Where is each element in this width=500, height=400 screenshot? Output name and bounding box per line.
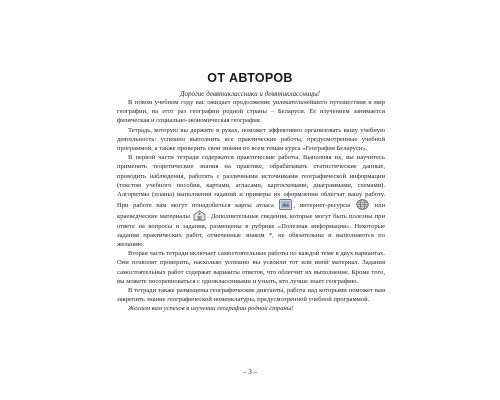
paragraph-3-text-d: . Дополнительные сведения, которые могут быть полезны при ответе на вопросы и задания, размещены в рубрике «Полезная информация». Некоторые задания практических работ, отмеченные знаком *, не обязательны и выполняются по желанию. bbox=[117, 213, 385, 249]
page-title: ОТ АВТОРОВ bbox=[207, 71, 293, 85]
paragraph-1: В новом учебном году вас ожидает продолжение увлекательнейшего путешествия в мир географии, на этот раз географии родной страны – Беларуси. Ее изучением занимается физическая и социально-экономическая география. bbox=[117, 99, 385, 125]
local-history-icon bbox=[193, 210, 206, 221]
paragraph-3-text-c: или краеведческие материалы bbox=[117, 202, 385, 221]
atlas-icon bbox=[279, 199, 292, 210]
body-text bbox=[117, 98, 385, 314]
closing-line: Желаем вам успехов в изучении географии родной страны! bbox=[128, 305, 294, 313]
paragraph-3-text-a: В первой части тетради содержатся практические работы. Выполняя их, вы научитесь применять теоретические знания на практике, обрабатывать статистические данные, проводить наблюдения, работать с различными источниками географической информации (текстом учебного пособия, картами, атласами, картосхемами, диаграммами, схемами). Алгоритмы (планы) выполнения заданий и примеры их оформления облегчат вашу работу. При работе вам могут понадобиться карты атласа bbox=[117, 154, 385, 210]
paragraph-2: Тетрадь, которую вы держите в руках, поможет эффективно организовать вашу учебную деятельность: успешно выполнить все практические работы, предусмотренные учебной программой, а также проверить свои знания по всем темам курса «География Беларуси». bbox=[117, 126, 385, 153]
page-number: – 3 – bbox=[243, 368, 257, 376]
paragraph-3 bbox=[117, 153, 385, 249]
paragraph-3-text-b: , интернет-ресурсы bbox=[293, 202, 351, 210]
paragraph-4: Вторая часть тетради включает самостоятельные работы по каждой теме в двух вариантах. Они позволят проверить, насколько успешно вы усвоили тот или иной материал. Задания самостоятельных работ содержат варианты ответов, что облегчит их выполнение. Кроме того, вы можете посоревноваться с одноклассниками и узнать, кто лучше знает географию. bbox=[117, 250, 385, 285]
greeting: Дорогие девятиклассники и девятиклассницы! bbox=[180, 90, 320, 98]
internet-resources-icon bbox=[356, 199, 369, 210]
paragraph-5: В тетради также размещены географические диктанты, работа над которыми поможет вам закрепить знание географической номенклатуры, предусмотренной учебной программой. bbox=[117, 287, 385, 304]
